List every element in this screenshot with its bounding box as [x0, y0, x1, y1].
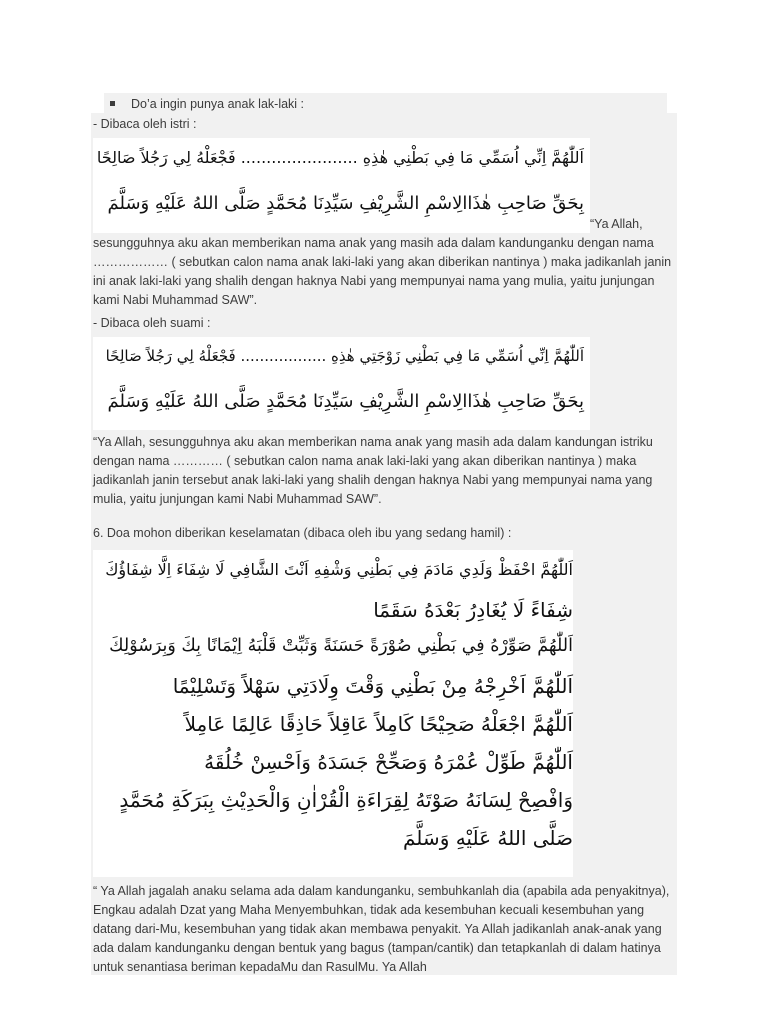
arabic-line: اَللّٰهُمَّ اجْعَلْهُ صَحِيْحًا كَامِلاً عَاقِلاً حَاذِقًا عَالِمًا عَامِلاً — [184, 712, 573, 736]
arabic-line: اَللّٰهُمَّ احْفَظْ وَلَدِي مَادَمَ فِي بَطْنِي وَشْفِهِ اَنْتَ الشَّافِي لَا شِفَاءَ اِلَّا شِفَاؤُكَ — [105, 560, 573, 579]
suami-label: - Dibaca oleh suami : — [93, 316, 211, 330]
section-6-translation: “ Ya Allah jagalah anaku selama ada dalam kandunganku, sembuhkanlah dia (apabila ada penyakitnya), Engkau adalah Dzat yang Maha Menyembuhkan, tidak ada kesembuhan kecuali kesembuhan yang datang dari-Mu, kesembuhan yang tidak akan membawa penyakit. Ya Allah jadikanlah anak-anak yang ada dalam kandunganku dengan bentuk yang bagus (tampan/cantik) dan tetapkanlah di dalam hatinya untuk senantiasa beriman kepadaMu dan RasulMu. Ya Allah — [93, 884, 670, 974]
arabic-line: اَللّٰهُمَّ صَوِّرْهُ فِي بَطْنِي صُوْرَةً حَسَنَةً وَثَبِّتْ قَلْبَهُ اِيْمَانًا بِكَ وَبِرَسُوْلِكَ — [109, 636, 573, 656]
istri-translation-lead: “Ya Allah, — [590, 217, 643, 231]
arabic-prayer-safety — [93, 550, 573, 877]
arabic-line: اَللّٰهُمَّ اَخْرِجْهُ مِنْ بَطْنِي وَقْتَ وِلَادَتِي سَهْلاً وَتَسْلِيْمًا — [172, 674, 573, 698]
arabic-line: بِحَقِّ صَاحِبِ هٰذَاالِاسْمِ الشَّرِيْفِ سَيِّدِنَا مُحَمَّدٍ صَلَّى اللهُ عَلَيْهِ وَسَلَّمَ — [107, 193, 584, 214]
arabic-line: اَللّٰهُمَّ اِنِّي اُسَمِّي مَا فِي بَطْنِي زَوْجَتِي هٰذِهِ .................. فَجْعَلْهُ لِي رَجُلاً صَالِحًا — [105, 347, 584, 365]
istri-translation: sesungguhnya aku akan memberikan nama anak yang masih ada dalam kandunganku dengan nama ……………… ( sebutkan calon nama anak laki-laki yang akan diberikan nantinya ) maka jadikanlah janin ini anak laki-laki yang shalih dengan haknya Nabi yang mempunyai nama yang mulia, yaitu junjungan kami Nabi Muhammad SAW”. — [93, 236, 672, 307]
arabic-line: وَافْصِحْ لِسَانَهُ صَوْتَهُ لِقِرَاءَةِ الْقُرْاٰنِ وَالْحَدِيْثِ بِبَرَكَةِ مُحَمَّدٍ — [119, 788, 573, 812]
arabic-line: اَللّٰهُمَّ طَوِّلْ عُمْرَهُ وَصَحِّحْ جَسَدَهُ وَاَحْسِنْ خُلُقَهُ — [204, 750, 573, 774]
section-6-heading: 6. Doa mohon diberikan keselamatan (dibaca oleh ibu yang sedang hamil) : — [93, 526, 512, 540]
istri-label: - Dibaca oleh istri : — [93, 117, 197, 131]
bullet-heading-text: Do’a ingin punya anak lak-laki : — [131, 97, 305, 111]
arabic-prayer-suami — [93, 337, 590, 430]
arabic-line: شِفَاءً لَا يُغَادِرُ بَعْدَهُ سَقَمًا — [373, 598, 573, 622]
arabic-line: صَلَّى اللهُ عَلَيْهِ وَسَلَّمَ — [403, 826, 573, 850]
suami-translation: “Ya Allah, sesungguhnya aku akan memberikan nama anak yang masih ada dalam kandungan istriku dengan nama ………… ( sebutkan calon nama anak laki-laki yang akan diberikan nantinya ) maka jadikanlah janin tersebut anak laki-laki yang shalih dengan haknya Nabi yang mempunyai nama yang mulia, yaitu junjungan kami Nabi Muhammad SAW”. — [93, 435, 653, 506]
arabic-line: بِحَقِّ صَاحِبِ هٰذَاالِاسْمِ الشَّرِيْفِ سَيِّدِنَا مُحَمَّدٍ صَلَّى اللهُ عَلَيْهِ وَسَلَّمَ — [107, 391, 584, 412]
arabic-prayer-istri — [93, 138, 590, 233]
bullet-heading — [110, 95, 304, 114]
bullet-square-icon — [110, 101, 115, 106]
arabic-line: اَللّٰهُمَّ اِنِّي اُسَمِّي مَا فِي بَطْنِي هٰذِهِ ....................... فَجْعَلْهُ لِي رَجُلاً صَالِحًا — [96, 148, 584, 167]
